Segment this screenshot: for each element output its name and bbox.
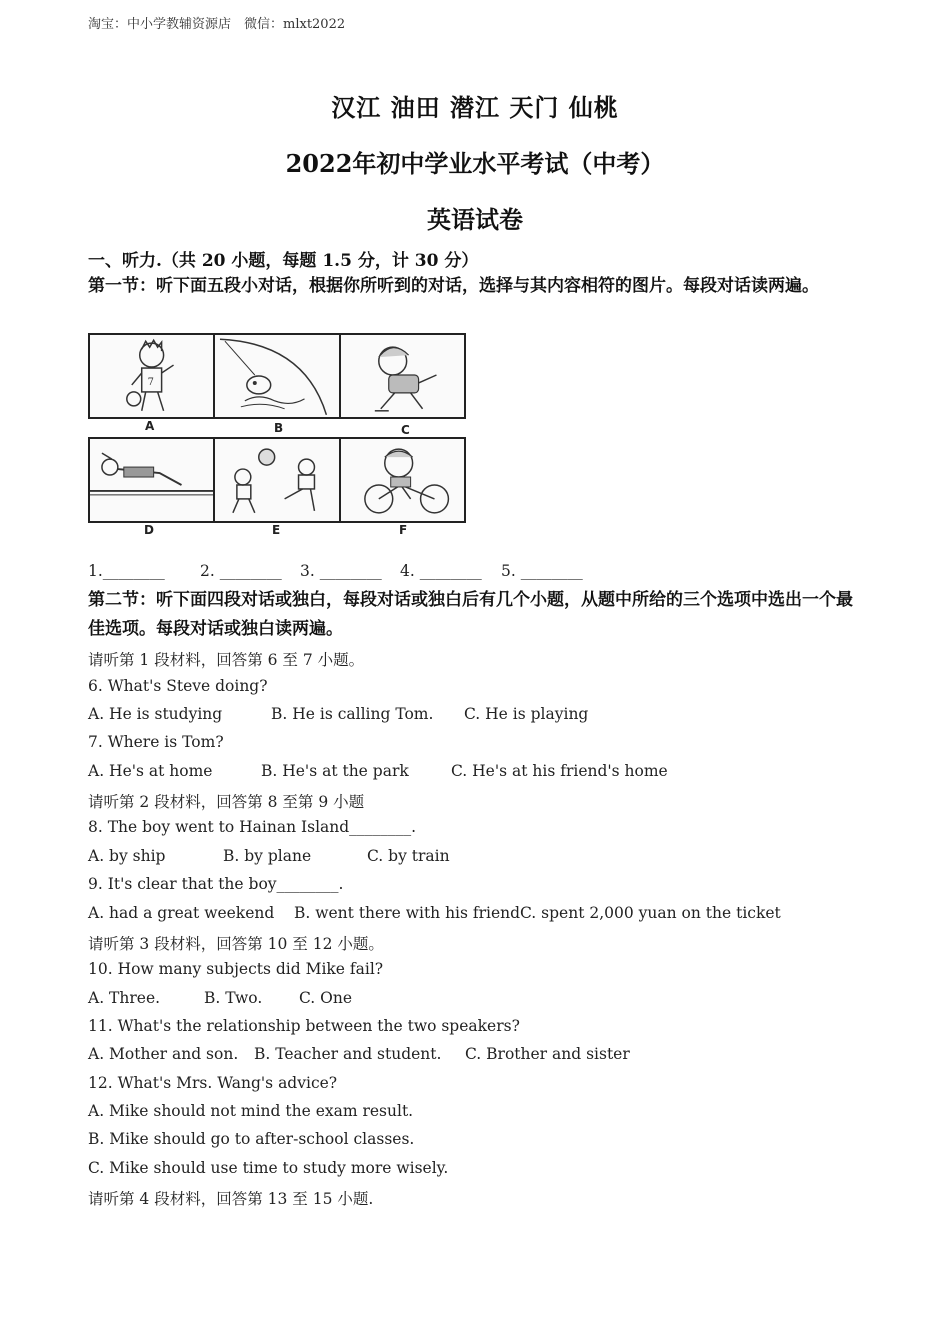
- answer-blank-3: 3. ________: [300, 562, 382, 580]
- question-10: 10. How many subjects did Mike fail?: [88, 960, 384, 978]
- answer-blank-4: 4. ________: [400, 562, 482, 580]
- answer-blank-2: 2. ________: [200, 562, 282, 580]
- q11-option-c: C. Brother and sister: [465, 1045, 630, 1063]
- exam-subject-title: 英语试卷: [427, 205, 523, 234]
- question-6: 6. What's Steve doing?: [88, 677, 268, 695]
- picture-label-a: A: [145, 419, 155, 433]
- header-note: 淘宝：中小学教辅资源店 微信：mlxt2022: [88, 17, 346, 32]
- picture-skating: [341, 335, 464, 417]
- question-9: 9. It's clear that the boy________.: [88, 875, 344, 893]
- exam-region-title: 汉江 油田 潜江 天门 仙桃: [331, 93, 619, 122]
- q8-option-a: A. by ship: [88, 847, 166, 865]
- q8-option-b: B. by plane: [223, 847, 312, 865]
- q6-option-c: C. He is playing: [464, 705, 589, 723]
- q9-option-c: C. spent 2,000 yuan on the ticket: [520, 904, 781, 922]
- picture-fishing: [215, 335, 340, 417]
- q12-option-b: B. Mike should go to after-school classes.: [88, 1130, 415, 1148]
- material-1-instruction: 请听第 1 段材料，回答第 6 至 7 小题。: [88, 651, 365, 669]
- exam-year-title: 2022年初中学业水平考试（中考）: [285, 149, 665, 178]
- q7-option-b: B. He's at the park: [261, 762, 409, 780]
- q11-option-b: B. Teacher and student.: [254, 1045, 442, 1063]
- picture-high-jump: [90, 439, 215, 521]
- q9-option-b: B. went there with his friend: [294, 904, 521, 922]
- question-7: 7. Where is Tom?: [88, 733, 224, 751]
- picture-label-d: D: [144, 523, 154, 537]
- q12-option-a: A. Mike should not mind the exam result.: [88, 1102, 414, 1120]
- svg-text:7: 7: [147, 376, 155, 388]
- picture-cycling: [341, 439, 464, 521]
- section2-instructions: 第二节：听下面四段对话或独白，每段对话或独白后有几个小题，从题中所给的三个选项中选出一个最佳选项。每段对话或独白读两遍。: [88, 590, 853, 639]
- answer-blank-1: 1.________: [88, 562, 165, 580]
- picture-label-e: E: [272, 523, 281, 537]
- picture-basketball: [90, 335, 215, 417]
- answer-blank-5: 5. ________: [501, 562, 583, 580]
- picture-row-2: [88, 437, 466, 523]
- material-3-instruction: 请听第 3 段材料，回答第 10 至 12 小题。: [88, 935, 384, 953]
- picture-soccer: [215, 439, 340, 521]
- q12-option-c: C. Mike should use time to study more wisely.: [88, 1159, 449, 1177]
- section1-instructions: 第一节：听下面五段小对话，根据你所听到的对话，选择与其内容相符的图片。每段对话读两遍。: [88, 276, 819, 296]
- picture-grid: [88, 333, 464, 543]
- q10-option-c: C. One: [299, 989, 353, 1007]
- q10-option-b: B. Two.: [204, 989, 263, 1007]
- q10-option-a: A. Three.: [88, 989, 161, 1007]
- question-8: 8. The boy went to Hainan Island________.: [88, 818, 417, 836]
- q6-option-b: B. He is calling Tom.: [271, 705, 434, 723]
- q11-option-a: A. Mother and son.: [88, 1045, 239, 1063]
- q6-option-a: A. He is studying: [88, 705, 223, 723]
- question-12: 12. What's Mrs. Wang's advice?: [88, 1074, 338, 1092]
- picture-row-1: [88, 333, 466, 419]
- part1-heading: 一、听力.（共 20 小题，每题 1.5 分，计 30 分）: [88, 251, 479, 271]
- material-2-instruction: 请听第 2 段材料，回答第 8 至第 9 小题: [88, 793, 365, 811]
- picture-label-f: F: [399, 523, 408, 537]
- q7-option-c: C. He's at his friend's home: [451, 762, 668, 780]
- question-11: 11. What's the relationship between the two speakers?: [88, 1017, 520, 1035]
- q8-option-c: C. by train: [367, 847, 450, 865]
- q7-option-a: A. He's at home: [88, 762, 213, 780]
- q9-option-a: A. had a great weekend: [88, 904, 275, 922]
- picture-label-c: C: [401, 423, 410, 437]
- picture-label-b: B: [274, 421, 284, 435]
- material-4-instruction: 请听第 4 段材料，回答第 13 至 15 小题.: [88, 1190, 374, 1208]
